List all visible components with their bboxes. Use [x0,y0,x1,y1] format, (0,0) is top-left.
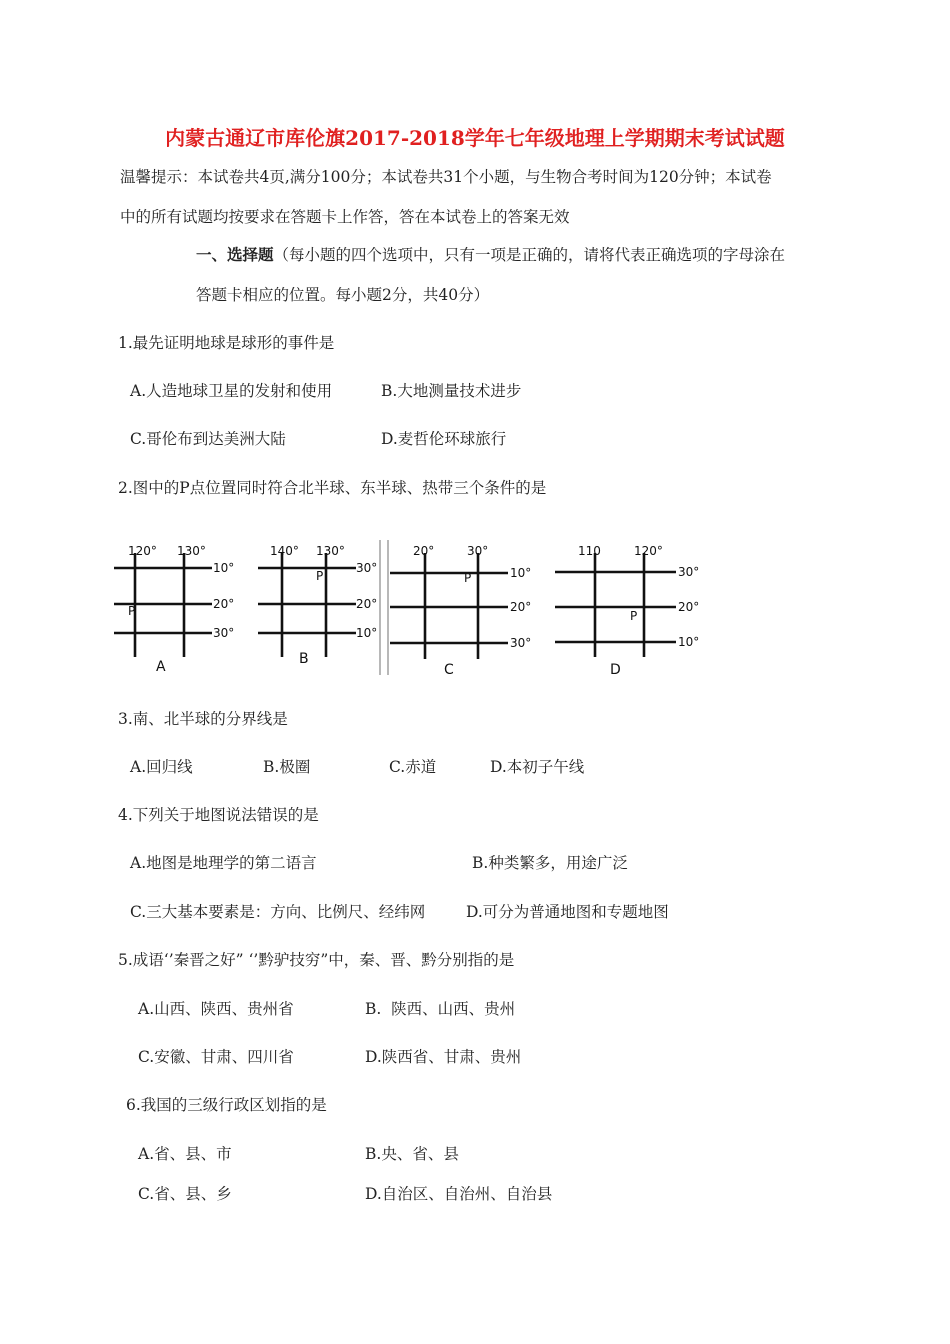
question-5-option-d: D.陕西省、甘肃、贵州 [365,1048,522,1066]
question-4-option-d: D.可分为普通地图和专题地图 [466,903,669,921]
question-5-option-b: B. 陕西、山西、贵州 [365,1000,516,1018]
map-b-lat-1: 30° [356,561,378,575]
map-b-lon-2: 130° [316,544,345,558]
map-a-label: A [156,659,166,675]
question-1-option-c: C.哥伦布到达美洲大陆 [130,430,286,448]
question-4-option-c: C.三大基本要素是：方向、比例尺、经纬网 [130,903,426,921]
map-c-lat-3: 30° [510,636,532,650]
map-c [390,544,531,678]
question-6-option-b: B.央、省、县 [365,1145,459,1163]
question-2-stem: 2.图中的P点位置同时符合北半球、东半球、热带三个条件的是 [118,479,547,497]
map-b-point: P [316,569,324,583]
map-c-label: C [444,662,454,678]
question-3-option-b: B.极圈 [263,758,311,776]
map-a-lat-1: 10° [213,561,235,575]
map-d-lon-2: 120° [634,544,663,558]
map-d-point: P [630,609,638,623]
question-3-option-c: C.赤道 [389,758,437,776]
question-3-stem: 3.南、北半球的分界线是 [118,710,288,728]
map-c-lon-2: 30° [467,544,489,558]
map-a-lat-3: 30° [213,626,235,640]
map-separators [380,540,388,675]
section-instruction-1: （每小题的四个选项中，只有一项是正确的，请将代表正确选项的字母涂在 [273,246,786,264]
page-title: 内蒙古通辽市库伦旗2017-2018学年七年级地理上学期期末考试试题 [165,126,785,150]
question-6-option-a: A.省、县、市 [138,1145,232,1163]
graticule-figure [100,535,710,685]
map-b [258,544,377,667]
question-1-option-a: A.人造地球卫星的发射和使用 [130,382,333,400]
map-b-lat-2: 20° [356,597,378,611]
question-3-option-d: D.本初子午线 [490,758,585,776]
map-d-lon-1: 110 [578,544,601,558]
question-6-stem: 6.我国的三级行政区划指的是 [126,1096,327,1114]
question-1-option-b: B.大地测量技术进步 [381,382,522,400]
map-d [555,544,699,678]
question-4-option-b: B.种类繁多，用途广泛 [472,854,628,872]
section-heading: 一、选择题 [196,245,274,264]
question-5-option-a: A.山西、陕西、贵州省 [138,1000,294,1018]
map-d-label: D [610,662,621,678]
map-a-point: P [128,604,136,618]
map-c-point: P [464,571,472,585]
map-a-lat-2: 20° [213,597,235,611]
map-b-lat-3: 10° [356,626,378,640]
map-d-lat-1: 30° [678,565,700,579]
question-3-option-a: A.回归线 [130,758,193,776]
section-instruction-2: 答题卡相应的位置。每小题2分，共40分） [196,286,490,304]
map-a-lon-2: 130° [177,544,206,558]
question-5-option-c: C.安徽、甘肃、四川省 [138,1048,294,1066]
section-header [196,243,785,265]
question-6-option-c: C.省、县、乡 [138,1185,232,1203]
question-6-option-d: D.自治区、自治州、自治县 [365,1185,553,1203]
map-a-lon-1: 120° [128,544,157,558]
map-b-label: B [299,651,309,667]
question-5-stem: 5.成语‘’秦晋之好” ‘’黔驴技穷”中，秦、晋、黔分别指的是 [118,951,515,969]
tip-line-2: 中的所有试题均按要求在答题卡上作答，答在本试卷上的答案无效 [120,208,570,226]
map-a [114,544,234,675]
question-1-option-d: D.麦哲伦环球旅行 [381,430,507,448]
map-c-lon-1: 20° [413,544,435,558]
map-c-lat-1: 10° [510,566,532,580]
map-d-lat-2: 20° [678,600,700,614]
map-c-lat-2: 20° [510,600,532,614]
question-4-stem: 4.下列关于地图说法错误的是 [118,806,319,824]
tip-line-1: 温馨提示：本试卷共4页,满分100分；本试卷共31个小题，与生物合考时间为120分钟；本试卷 [120,168,772,186]
question-1-stem: 1.最先证明地球是球形的事件是 [118,334,335,352]
map-d-lat-3: 10° [678,635,700,649]
map-b-lon-1: 140° [270,544,299,558]
question-4-option-a: A.地图是地理学的第二语言 [130,854,317,872]
